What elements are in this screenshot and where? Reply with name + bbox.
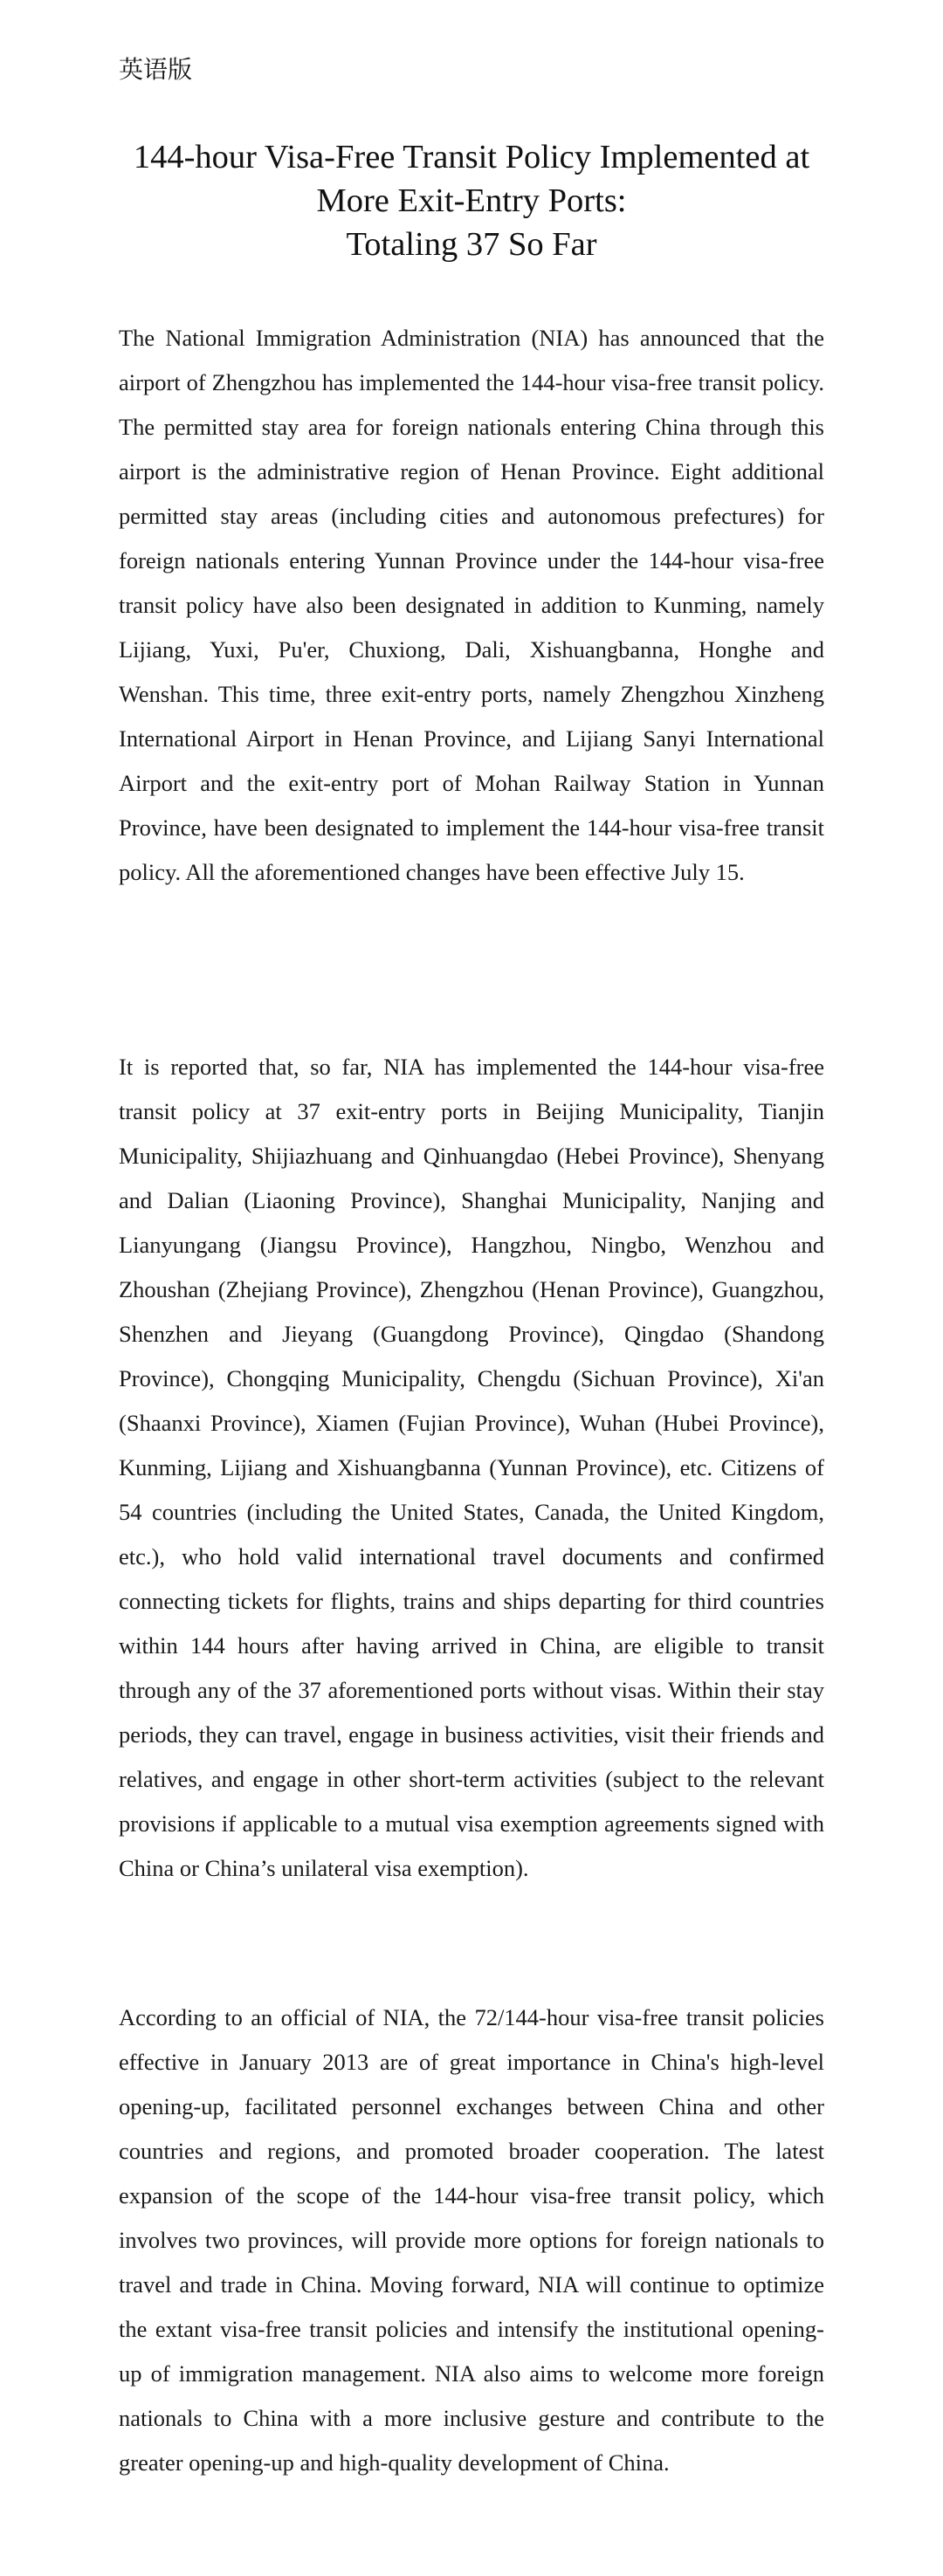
article-paragraph-2: It is reported that, so far, NIA has implemented the 144-hour visa-free transit policy at 37 exit-entry ports in Beijing Municipality, Tianjin Municipality, Shijiazhuang and Qinhuangdao (Hebei Province), Shenyang and Dalian (Liaoning Province), Shanghai Municipality, Nanjing and Lianyungang (Jiangsu Province), Hangzhou, Ningbo, Wenzhou and Zhoushan (Zhejiang Province), Zhengzhou (Henan Province), Guangzhou, Shenzhen and Jieyang (Guangdong Province), Qingdao (Shandong Province), Chongqing Municipality, Chengdu (Sichuan Province), Xi'an (Shaanxi Province), Xiamen (Fujian Province), Wuhan (Hubei Province), Kunming, Lijiang and Xishuangbanna (Yunnan Province), etc. Citizens of 54 countries (including the United States, Canada, the United Kingdom, etc.), who hold valid international travel documents and confirmed connecting tickets for flights, trains and ships departing for third countries within 144 hours after having arrived in China, are eligible to transit through any of the 37 aforementioned ports without visas. Within their stay periods, they can travel, engage in business activities, visit their friends and relatives, and engage in other short-term activities (subject to the relevant provisions if applicable to a mutual visa exemption agreements signed with China or China’s unilateral visa exemption). [119, 1054, 824, 1881]
article-paragraph-1: The National Immigration Administration (NIA) has announced that the airport of Zhengzhou has implemented the 144-hour visa-free transit policy. The permitted stay area for foreign nationals entering China through this airport is the administrative region of Henan Province. Eight additional permitted stay areas (including cities and autonomous prefectures) for foreign nationals entering Yunnan Province under the 144-hour visa-free transit policy have also been designated in addition to Kunming, namely Lijiang, Yuxi, Pu'er, Chuxiong, Dali, Xishuangbanna, Honghe and Wenshan. This time, three exit-entry ports, namely Zhengzhou Xinzheng International Airport in Henan Province, and Lijiang Sanyi International Airport and the exit-entry port of Mohan Railway Station in Yunnan Province, have been designated to implement the 144-hour visa-free transit policy. All the aforementioned changes have been effective July 15. [119, 325, 824, 885]
language-switch-link[interactable]: 英语版 [119, 55, 193, 84]
title-line: More Exit-Entry Ports: [316, 182, 627, 219]
title-line: 144-hour Visa-Free Transit Policy Implemented at [133, 139, 810, 175]
title-line: Totaling 37 So Far [346, 226, 597, 263]
article-paragraph-3: According to an official of NIA, the 72/144-hour visa-free transit policies effective in January 2013 are of great importance in China's high-level opening-up, facilitated personnel exchanges between China and other countries and regions, and promoted broader cooperation. The latest expansion of the scope of the 144-hour visa-free transit policy, which involves two provinces, will provide more options for foreign nationals to travel and trade in China. Moving forward, NIA will continue to optimize the extant visa-free transit policies and intensify the institutional opening-up of immigration management. NIA also aims to welcome more foreign nationals to China with a more inclusive gesture and contribute to the greater opening-up and high-quality development of China. [119, 2004, 824, 2476]
article-title [119, 135, 824, 266]
